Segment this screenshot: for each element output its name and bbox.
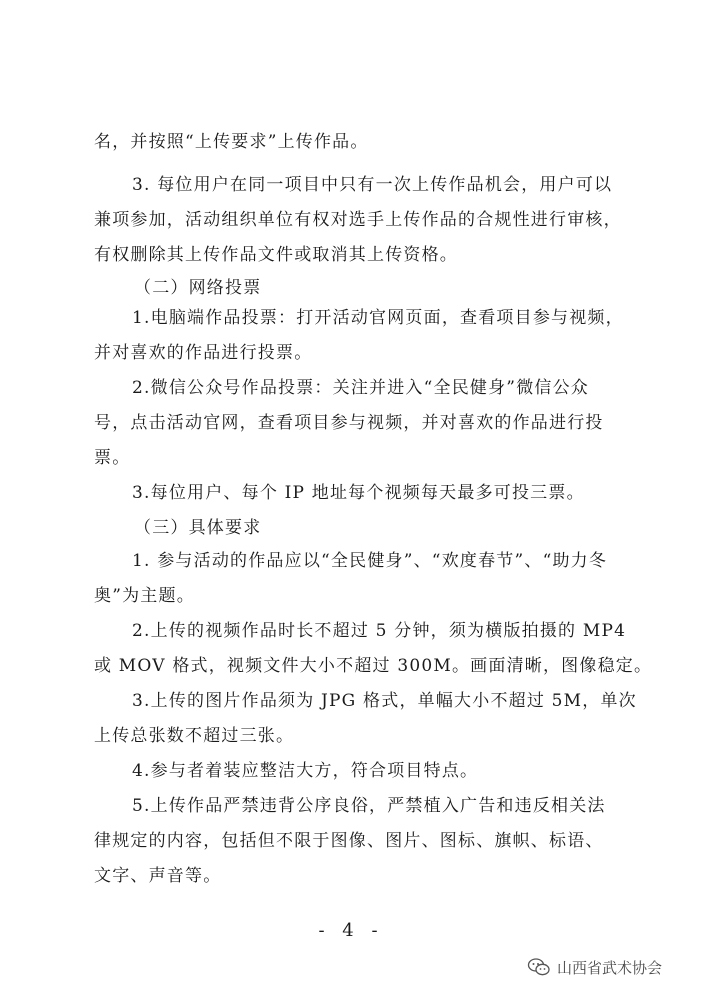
text-line: 律规定的内容，包括但不限于图像、图片、图标、旗帜、标语、 — [94, 831, 604, 851]
text-line: 3. 每位用户在同一项目中只有一次上传作品机会，用户可以 — [132, 175, 613, 195]
text-line: 上传总张数不超过三张。 — [94, 726, 295, 746]
text-line: 文字、声音等。 — [94, 866, 222, 886]
section-heading: （三）具体要求 — [134, 518, 262, 538]
text-line: 奥”为主题。 — [94, 586, 195, 606]
text-line: 1. 参与活动的作品应以“全民健身”、“欢度春节”、“助力冬 — [132, 551, 608, 571]
text-line: 并对喜欢的作品进行投票。 — [94, 343, 313, 363]
text-line: 2.微信公众号作品投票：关注并进入“全民健身”微信公众 — [132, 378, 590, 398]
text-line: 票。 — [94, 448, 131, 468]
text-line: 或 MOV 格式，视频文件大小不超过 300M。画面清晰，图像稳定。 — [94, 656, 653, 676]
page-number: - 4 - — [318, 920, 384, 941]
text-line: 兼项参加，活动组织单位有权对选手上传作品的合规性进行审核， — [94, 210, 622, 230]
text-line: 名，并按照“上传要求”上传作品。 — [94, 132, 369, 152]
text-line: 号，点击活动官网，查看项目参与视频，并对喜欢的作品进行投 — [94, 413, 604, 433]
watermark-text: 山西省武术协会 — [557, 958, 663, 977]
text-line: 5.上传作品严禁违背公序良俗，严禁植入广告和违反相关法 — [132, 796, 606, 816]
watermark — [527, 955, 662, 979]
section-heading: （二）网络投票 — [134, 278, 262, 298]
text-line: 2.上传的视频作品时长不超过 5 分钟，须为横版拍摄的 MP4 — [132, 621, 627, 641]
text-line: 有权删除其上传作品文件或取消其上传资格。 — [94, 245, 458, 265]
text-line: 4.参与者着装应整洁大方，符合项目特点。 — [132, 761, 479, 781]
text-line: 1.电脑端作品投票：打开活动官网页面，查看项目参与视频， — [132, 308, 624, 328]
text-line: 3.每位用户、每个 IP 地址每个视频每天最多可投三票。 — [132, 483, 585, 503]
text-line: 3.上传的图片作品须为 JPG 格式，单幅大小不超过 5M，单次 — [132, 691, 637, 711]
wechat-official-account-icon — [527, 957, 551, 977]
